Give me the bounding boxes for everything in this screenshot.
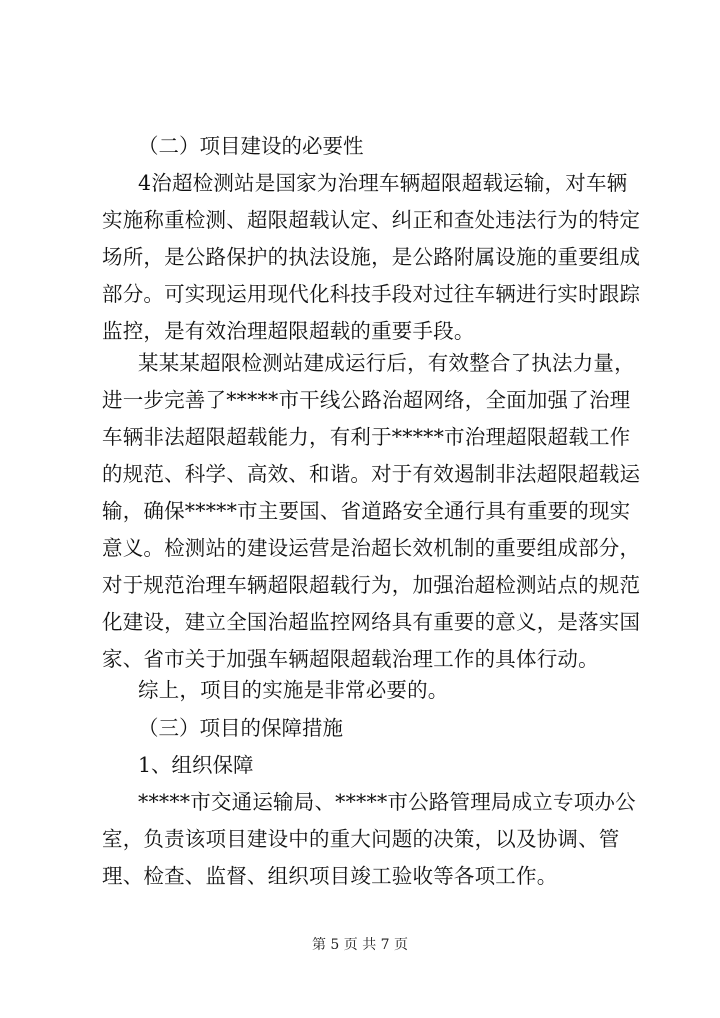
section-heading-necessity: （二）项目建设的必要性 xyxy=(138,134,364,158)
paragraph-station-benefits: 某某某超限检测站建成运行后，有效整合了执法力量，进一步完善了*****市干线公路治超网络，全面加强了治理车辆非法超限超载能力，有利于*****市治理超限超载工作的规范、科学、高效、和谐。对于有效遏制非法超限超载运输，确保*****市主要国、省道路安全通行具有重要的现实意义。检测站的建设运营是治超长效机制的重要组成部分，对于规范治理车辆超限超载行为，加强治超检测站点的规范化建设，建立全国治超监控网络具有重要的意义，是落实国家、省市关于加强车辆超限超载治理工作的具体行动。 xyxy=(102,351,641,671)
page-number: 第 5 页 共 7 页 xyxy=(311,937,409,953)
subheading-organization: 1、组织保障 xyxy=(138,753,254,777)
paragraph-organization: *****市交通运输局、*****市公路管理局成立专项办公室，负责该项目建设中的重大问题的决策，以及协调、管理、检查、监督、组织项目竣工验收等各项工作。 xyxy=(102,790,636,888)
paragraph-conclusion: 综上，项目的实施是非常必要的。 xyxy=(138,678,449,702)
paragraph-station-definition: 4治超检测站是国家为治理车辆超限超载运输，对车辆实施称重检测、超限超载认定、纠正和查处违法行为的特定场所，是公路保护的执法设施，是公路附属设施的重要组成部分。可实现运用现代化科技手段对过往车辆进行实时跟踪监控，是有效治理超限超载的重要手段。 xyxy=(102,171,641,343)
section-heading-safeguards: （三）项目的保障措施 xyxy=(138,716,343,740)
